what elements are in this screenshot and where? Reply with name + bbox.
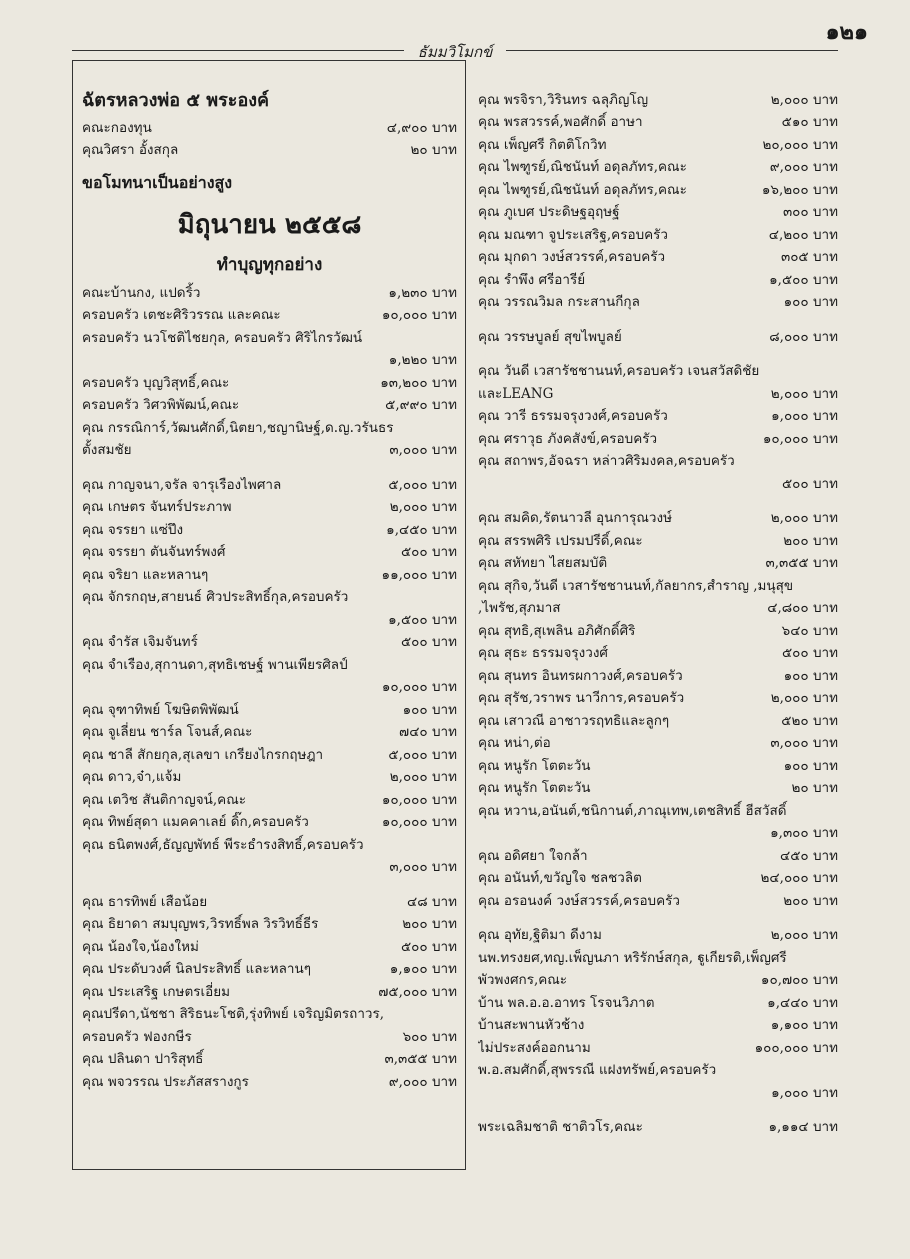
donor-row	[478, 471, 838, 494]
donor-row	[478, 528, 838, 551]
donor-name: คุณ สุรัช,วราพร นาวีการ,ครอบครัว	[478, 690, 685, 706]
page-number: ๑๒๑	[825, 19, 868, 45]
donor-name: คุณ พรจิรา,วิรินทร ฉลุภิญโญ	[478, 91, 649, 108]
donation-amount: ๒,๐๐๐ บาท	[389, 499, 457, 515]
donor-name: ไม่ประสงค์ออกนาม	[478, 1039, 591, 1056]
donor-name: คุณวิศรา อั้งสกุล	[82, 142, 179, 158]
donor-name: พระเฉลิมชาติ ชาติวโร,คณะ	[478, 1119, 643, 1135]
donor-row	[82, 1002, 457, 1025]
donation-amount: ๒๐๐ บาท	[402, 916, 457, 932]
donor-name: คุณ สรรพศิริ เปรมปรีดิ์,คณะ	[478, 532, 643, 549]
right-group-1	[478, 87, 838, 312]
donor-name: คุณ จริยา และหลานๆ	[82, 566, 209, 583]
donation-amount: ๑๐,๐๐๐ บาท	[381, 307, 457, 323]
donation-amount: ๔,๘๐๐ บาท	[767, 600, 838, 616]
donation-amount: ๔,๒๐๐ บาท	[768, 226, 838, 243]
donation-amount: ๑๐,๐๐๐ บาท	[381, 679, 457, 695]
donation-amount: ๑๐,๐๐๐ บาท	[381, 791, 457, 808]
donor-name: คุณ ภูเบศ ประดิษฐอุฤษฐ์	[478, 204, 620, 220]
donation-amount: ๑,๔๕๐ บาท	[386, 521, 457, 538]
donor-row	[478, 177, 838, 200]
donation-amount: ๓,๓๕๕ บาท	[384, 1051, 457, 1067]
donor-row	[478, 200, 838, 223]
donor-name: คุณ จุฑาทิพย์ โฆษิตพิพัฒน์	[82, 701, 239, 718]
donor-row	[478, 1080, 838, 1103]
donor-name: คุณ สถาพร,อัจฉรา หล่าวศิริมงคล,ครอบครัว	[478, 453, 735, 469]
donor-row	[478, 641, 838, 664]
donation-amount: ๑,๒๒๐ บาท	[388, 352, 457, 368]
donor-row	[82, 472, 457, 495]
donation-amount: ๑๐๐ บาท	[402, 701, 457, 718]
donation-amount: ๕,๐๐๐ บาท	[388, 476, 457, 493]
donor-name: คุณ หนูรัก โตตะวัน	[478, 757, 591, 774]
donor-name: คุณ อนันท์,ขวัญใจ ชลชวลิต	[478, 870, 642, 886]
left-group-1	[82, 115, 457, 160]
donor-name: คุณ วรรษบูลย์ สุขไพบูลย์	[478, 328, 622, 345]
donor-row	[82, 138, 457, 161]
donor-row	[478, 449, 838, 472]
donor-row	[82, 675, 457, 698]
donor-row	[478, 686, 838, 709]
donor-name: พ.อ.สมศักดิ์,สุพรรณี แฝงทรัพย์,ครอบครัว	[478, 1062, 717, 1078]
donor-row	[82, 630, 457, 653]
donor-row	[82, 810, 457, 833]
donation-amount: ๕๐๐ บาท	[400, 938, 457, 955]
donor-row	[478, 888, 838, 911]
donor-row	[478, 821, 838, 844]
donation-amount: ๕๑๐ บาท	[781, 114, 838, 130]
donor-name: คุณ พจวรรณ ประภัสสรางกูร	[82, 1073, 249, 1090]
donation-amount: ๑๓,๒๐๐ บาท	[380, 374, 457, 391]
right-group-2	[478, 324, 838, 347]
donation-amount: ๕,๐๐๐ บาท	[388, 746, 457, 763]
donor-row	[478, 843, 838, 866]
donation-amount: ๒,๐๐๐ บาท	[389, 769, 457, 785]
donor-row	[478, 1058, 838, 1081]
donor-name: คุณ เพ็ญศรี กิตติโกวิท	[478, 136, 607, 153]
donation-amount: ๒๔,๐๐๐ บาท	[760, 870, 838, 886]
right-group-6	[478, 1115, 838, 1138]
spacer	[478, 494, 838, 506]
donation-amount: ๒๐ บาท	[410, 142, 457, 158]
donation-amount: ๑,๑๑๔ บาท	[768, 1119, 838, 1135]
donor-row	[82, 540, 457, 563]
header-title: ธัมมวิโมกข์	[417, 43, 493, 61]
donation-amount: ๑๐๐,๐๐๐ บาท	[754, 1039, 838, 1056]
donation-amount: ๘,๐๐๐ บาท	[769, 328, 838, 345]
donor-name: คุณ หวาน,อนันต์,ชนิกานต์,ภาณุเทพ,เตชสิทธิ์ ฮีสวัสดิ์	[478, 802, 787, 819]
donation-amount: ๓๐๕ บาท	[780, 249, 838, 265]
donor-name: คุณ สุทธิ,สุเพลิน อภิศักดิ์ศิริ	[478, 622, 636, 639]
donor-name: และLEANG	[478, 385, 554, 402]
donation-amount: ๑,๔๔๐ บาท	[767, 994, 838, 1011]
donor-row	[82, 652, 457, 675]
donor-row	[478, 1013, 838, 1036]
donor-name: คุณ มณฑา จูประเสริฐ,ครอบครัว	[478, 226, 668, 243]
donor-row	[478, 1115, 838, 1138]
donation-amount: ๑,๐๐๐ บาท	[771, 408, 838, 424]
left-group-2	[82, 280, 457, 460]
donation-amount: ๒,๐๐๐ บาท	[770, 510, 838, 526]
donor-row	[82, 697, 457, 720]
donor-row	[478, 426, 838, 449]
donor-name: คุณ สุธะ ธรรมจรุงวงศ์	[478, 645, 609, 661]
left-column	[82, 87, 457, 1092]
donor-row	[478, 596, 838, 619]
subheading: ทำบุญทุกอย่าง	[216, 255, 323, 275]
donor-row	[478, 324, 838, 347]
donor-name: คุณ น้องใจ,น้องใหม่	[82, 938, 199, 955]
donor-row	[82, 957, 457, 980]
donor-row	[478, 731, 838, 754]
donor-name: คณะกองทุน	[82, 119, 152, 136]
donation-amount: ๑๐,๗๐๐ บาท	[760, 972, 838, 988]
donor-name: คุณปรีดา,นัชชา สิริธนะโชติ,รุ่งทิพย์ เจริญมิตรถาวร,	[82, 1006, 385, 1022]
spacer	[478, 347, 838, 359]
spacer	[478, 911, 838, 923]
donor-row	[82, 720, 457, 743]
donor-row	[478, 618, 838, 641]
donation-amount: ๓,๐๐๐ บาท	[389, 859, 457, 875]
donor-row	[478, 945, 838, 968]
spacer	[82, 460, 457, 472]
left-group-3	[82, 472, 457, 877]
donation-amount: ๖๐๐ บาท	[402, 1028, 457, 1045]
donor-row	[82, 787, 457, 810]
donor-row	[478, 776, 838, 799]
donor-row	[478, 359, 838, 382]
donor-row	[82, 889, 457, 912]
donor-row	[478, 381, 838, 404]
donor-name: คุณ จักรกฤษ,สายนธ์ ศิวประสิทธิ์กุล,ครอบครัว	[82, 589, 349, 605]
donation-amount: ๗๔๐ บาท	[399, 724, 457, 740]
donation-amount: ๕๐๐ บาท	[781, 475, 838, 492]
donation-amount: ๔๕๐ บาท	[779, 847, 838, 864]
donor-name: ครอบครัว ฟองกษีร	[82, 1028, 192, 1045]
donor-name: ครอบครัว เตชะศิริวรรณ และคณะ	[82, 307, 281, 323]
donor-name: คุณ ปลินดา ปาริสุทธิ์	[82, 1051, 204, 1067]
donor-name: คุณ กรรณิการ์,วัฒนศักดิ์,นิตยา,ชญานิษฐ์,ด.ญ.วรันธร	[82, 419, 394, 436]
donation-amount: ๑,๑๐๐ บาท	[389, 961, 457, 977]
donor-row	[478, 110, 838, 133]
spacer	[82, 877, 457, 889]
donor-row	[478, 87, 838, 110]
donor-row	[82, 1024, 457, 1047]
donation-amount: ๒๐๐ บาท	[783, 532, 838, 549]
donor-row	[478, 923, 838, 946]
donor-name: ตั้งสมชัย	[82, 442, 132, 458]
donation-amount: ๒๐ บาท	[791, 780, 838, 796]
donation-amount: ๑,๐๐๐ บาท	[771, 1084, 838, 1101]
donation-amount: ๕๐๐ บาท	[400, 634, 457, 650]
anumodana-heading: ขอโมทนาเป็นอย่างสูง	[82, 173, 233, 192]
donation-amount: ๑๐๐ บาท	[783, 294, 838, 310]
donation-amount: ๒,๐๐๐ บาท	[770, 91, 838, 108]
donation-amount: ๓,๐๐๐ บาท	[389, 442, 457, 458]
donor-name: คุณ ดาว,จ๋า,แจ้ม	[82, 769, 182, 785]
right-column	[478, 87, 838, 1137]
donor-name: คุณ จรรยา แซ่ปึง	[82, 521, 184, 538]
month-heading: มิถุนายน ๒๕๕๘	[177, 210, 362, 240]
donor-row	[478, 290, 838, 313]
donation-amount: ๕๐๐ บาท	[781, 645, 838, 661]
donor-name: คุณ เตวิช สันติกาญจน์,คณะ	[82, 791, 246, 808]
donor-name: คุณ อุทัย,ฐิติมา ดีงาม	[478, 927, 602, 943]
donor-row	[82, 280, 457, 303]
donor-name: คุณ ธิยาดา สมบุญพร,วิรทธิ์พล วิรวิทธิ์ธีร	[82, 916, 319, 932]
donation-amount: ๑,๕๐๐ บาท	[769, 271, 838, 288]
donor-row	[82, 325, 457, 348]
donation-amount: ๑๐,๐๐๐ บาท	[762, 430, 838, 447]
donor-row	[82, 742, 457, 765]
donor-name: คุณ หน่า,ต่อ	[478, 735, 551, 751]
donor-name: คุณ จรรยา ตันจันทร์พงศ์	[82, 544, 226, 560]
right-group-4	[478, 506, 838, 911]
donor-row	[478, 267, 838, 290]
donor-row	[478, 663, 838, 686]
donor-row	[478, 866, 838, 889]
donor-name: นพ.ทรงยศ,ทญ.เพ็ญนภา หริรักษ์สกุล, ฐูเกียรติ,เพ็ญศรี	[478, 949, 787, 966]
donation-amount: ๓,๓๕๕ บาท	[765, 555, 838, 571]
donor-name: คุณ สหัทยา ไสยสมบัติ	[478, 555, 608, 571]
donation-amount: ๑,๓๐๐ บาท	[770, 825, 838, 841]
donor-name: คุณ ไพฑูรย์,ณิชนันท์ อดุลภัทร,คณะ	[478, 181, 687, 198]
donation-amount: ๑,๒๓๐ บาท	[388, 284, 457, 301]
donor-row	[82, 370, 457, 393]
donor-name: ครอบครัว บุญวิสุทธิ์,คณะ	[82, 374, 230, 391]
donor-name: คุณ ธารทิพย์ เสือน้อย	[82, 893, 208, 910]
donor-name: คุณ ประเสริฐ เกษตรเอี่ยม	[82, 983, 230, 1000]
donor-row	[478, 573, 838, 596]
donor-row	[82, 517, 457, 540]
donor-row	[478, 708, 838, 731]
donation-amount: ๕,๙๙๐ บาท	[385, 397, 457, 413]
header-rule-right	[506, 50, 838, 51]
donation-amount: ๒,๐๐๐ บาท	[770, 690, 838, 706]
donor-name: คุณ อดิศยา ใจกล้า	[478, 847, 588, 864]
right-group-3	[478, 359, 838, 494]
donor-row	[82, 832, 457, 855]
donor-name: คุณ จำรัส เจิมจันทร์	[82, 634, 198, 650]
donor-row	[478, 1035, 838, 1058]
spacer	[478, 1103, 838, 1115]
donor-row	[478, 990, 838, 1013]
left-group-4	[82, 889, 457, 1092]
donor-row	[82, 303, 457, 326]
donor-row	[82, 934, 457, 957]
donor-name: คุณ ประดับวงศ์ นิลประสิทธิ์ และหลานๆ	[82, 961, 311, 977]
donation-amount: ๒,๐๐๐ บาท	[770, 927, 838, 943]
right-group-5	[478, 923, 838, 1103]
donor-row	[82, 607, 457, 630]
donor-name: บ้าน พล.อ.อ.อาทร โรจนวิภาต	[478, 994, 655, 1011]
donor-row	[82, 1047, 457, 1070]
donor-row	[82, 115, 457, 138]
donor-row	[82, 495, 457, 518]
donation-amount: ๒๐,๐๐๐ บาท	[762, 136, 838, 153]
donor-row	[82, 855, 457, 878]
donor-name: คุณ วันดี เวสารัชชานนท์,ครอบครัว เจนสวัสดิชัย	[478, 363, 760, 379]
donor-row	[478, 506, 838, 529]
donation-amount: ๗๕,๐๐๐ บาท	[378, 983, 457, 1000]
donation-amount: ๖๔๐ บาท	[781, 622, 838, 639]
donor-name: คุณ กาญจนา,จรัล จารุเรืองไพศาล	[82, 476, 282, 493]
donor-name: คุณ อรอนงค์ วงษ์สวรรค์,ครอบครัว	[478, 892, 680, 909]
donation-amount: ๑,๑๐๐ บาท	[770, 1017, 838, 1033]
donor-name: คุณ วรรณวิมล กระสานกีกุล	[478, 294, 640, 310]
donor-name: พัวพงศกร,คณะ	[478, 972, 568, 988]
donor-name: ,ไพรัช,สุภมาส	[478, 600, 561, 616]
donor-name: คุณ รำพึง ศรีอารีย์	[478, 271, 586, 288]
donation-amount: ๔,๙๐๐ บาท	[386, 119, 457, 136]
donor-name: คุณ เกษตร จันทร์ประภาพ	[82, 499, 232, 515]
donation-amount: ๑๐๐ บาท	[783, 757, 838, 774]
donor-row	[82, 1069, 457, 1092]
donor-row	[478, 155, 838, 178]
donor-row	[82, 393, 457, 416]
donation-amount: ๑๖,๒๐๐ บาท	[761, 181, 838, 198]
donor-name: คุณ สุกิจ,วันดี เวสารัชชานนท์,กัลยากร,สำราญ ,มนุสุข	[478, 577, 794, 594]
donor-name: คุณ ชาลี สักยกุล,สุเลขา เกรียงไกรกฤษฎา	[82, 746, 324, 763]
donation-amount: ๔๘ บาท	[407, 893, 457, 910]
donation-amount: ๓๐๐ บาท	[782, 204, 838, 220]
donor-name: คุณ พรสวรรค์,พอศักดิ์ อาษา	[478, 114, 643, 130]
donor-row	[82, 348, 457, 371]
donation-amount: ๑,๕๐๐ บาท	[388, 611, 457, 628]
donor-name: ครอบครัว วิศวพิพัฒน์,คณะ	[82, 397, 240, 413]
donor-row	[478, 968, 838, 991]
donation-amount: ๕๒๐ บาท	[781, 712, 838, 729]
donation-amount: ๓,๐๐๐ บาท	[770, 735, 838, 751]
donation-amount: ๙,๐๐๐ บาท	[769, 159, 838, 175]
donor-row	[82, 415, 457, 438]
donor-name: คุณ ทิพย์สุดา แมคคาเลย์ ดิ๊ก,ครอบครัว	[82, 814, 309, 830]
section-heading: ฉัตรหลวงพ่อ ๕ พระองค์	[82, 90, 270, 111]
donation-amount: ๒,๐๐๐ บาท	[770, 385, 838, 402]
donor-row	[82, 912, 457, 935]
donor-row	[82, 979, 457, 1002]
donor-row	[478, 132, 838, 155]
donor-name: คุณ สมคิด,รัตนาวลี อุนการุณวงษ์	[478, 510, 672, 526]
donor-row	[478, 798, 838, 821]
donor-row	[82, 562, 457, 585]
donor-row	[478, 404, 838, 427]
donor-row	[478, 551, 838, 574]
donation-amount: ๒๐๐ บาท	[783, 892, 838, 909]
donation-amount: ๑๐๐ บาท	[783, 667, 838, 684]
donor-name: คุณ ไพฑูรย์,ณิชนันท์ อดุลภัทร,คณะ	[478, 159, 687, 175]
donor-name: คุณ วารี ธรรมจรุงวงศ์,ครอบครัว	[478, 408, 668, 424]
donor-name: บ้านสะพานหัวช้าง	[478, 1017, 585, 1033]
donor-row	[478, 753, 838, 776]
donation-amount: ๙,๐๐๐ บาท	[388, 1073, 457, 1090]
donor-name: ครอบครัว นวโชติไชยกุล, ครอบครัว ศิริไกรวัฒน์	[82, 329, 363, 346]
donor-name: คณะบ้านกง, แปดริ้ว	[82, 284, 201, 301]
donor-name: คุณ ธนิตพงศ์,ธัญญพัทธ์ พีระธำรงสิทธิ์,ครอบครัว	[82, 836, 364, 853]
donor-row	[82, 585, 457, 608]
donor-row	[82, 765, 457, 788]
donation-amount: ๕๐๐ บาท	[400, 544, 457, 560]
donation-amount: ๑๑,๐๐๐ บาท	[381, 566, 457, 583]
donor-name: คุณ หนูรัก โตตะวัน	[478, 780, 591, 796]
donor-name: คุณ ศราวุธ ภังคสังข์,ครอบครัว	[478, 430, 658, 447]
donor-name: คุณ จำเรือง,สุกานดา,สุทธิเชษฐ์ พานเพียรศิลป์	[82, 656, 348, 673]
spacer	[478, 312, 838, 324]
donor-row	[82, 438, 457, 461]
donor-row	[478, 222, 838, 245]
donor-name: คุณ มุกดา วงษ์สวรรค์,ครอบครัว	[478, 249, 666, 265]
donation-amount: ๑๐,๐๐๐ บาท	[381, 814, 457, 830]
donor-row	[478, 245, 838, 268]
donor-name: คุณ สุนทร อินทรผกาวงศ์,ครอบครัว	[478, 667, 683, 684]
donor-name: คุณ จูเลี่ยน ชาร์ล โจนส์,คณะ	[82, 724, 253, 740]
donor-name: คุณ เสาวณี อาชาวรฤทธิและลูกๆ	[478, 712, 670, 729]
